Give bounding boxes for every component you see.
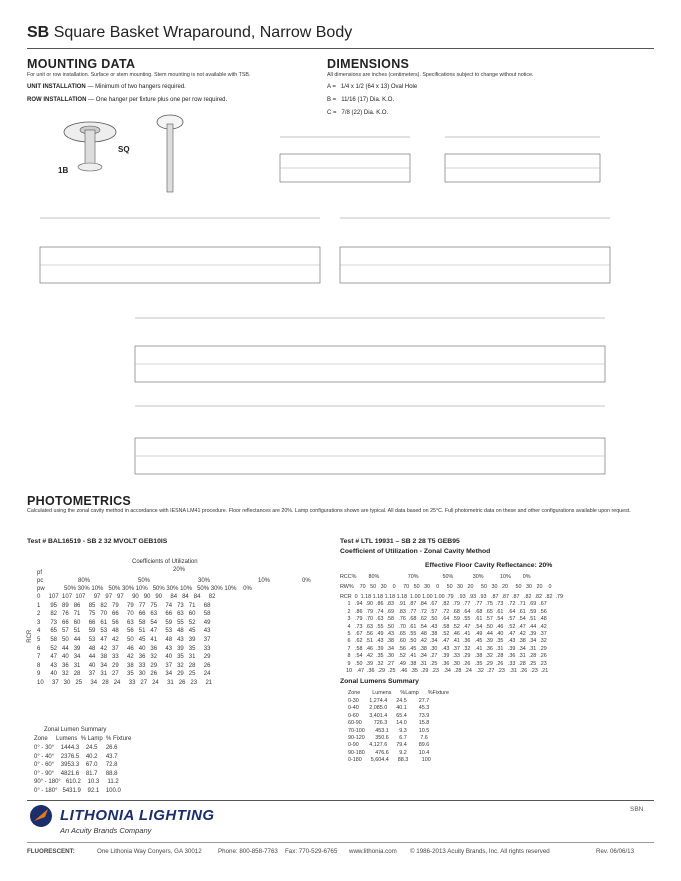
table-row: 0° - 180° 5431.9 92.1 100.0 <box>34 787 121 794</box>
fig-label-sq: SQ <box>118 145 130 154</box>
test2-eff: Effective Floor Cavity Reflectance: 20% <box>425 562 553 569</box>
table-row: 2 82 76 71 75 70 66 70 66 63 66 63 60 58 <box>37 611 211 618</box>
row-installation <box>27 97 227 103</box>
dim-row-a <box>327 84 417 90</box>
brand-name: LITHONIA LIGHTING <box>60 807 215 824</box>
table-row: 5 .67 .56 .49 .43 .65 .55 .48 .38 .52 .46 .41 .49 .44 .40 .47 .42 .39 .37 <box>340 631 547 638</box>
test1-rcr-label: RCR <box>27 629 34 643</box>
table-row: 9 .50 .39 .32 .27 .49 .38 .31 .25 .36 .30 .26 .35 .29 .26 .33 .28 .25 .23 <box>340 660 547 667</box>
table-row: 1 95 89 86 85 82 79 79 77 75 74 73 71 68 <box>37 602 211 609</box>
dimension-drawing-5 <box>130 312 610 392</box>
test1-title: Test # BAL16519 - SB 2 32 MVOLT GEB10IS <box>27 538 168 545</box>
product-code: SB <box>27 24 50 41</box>
table-row: 7 47 40 34 44 38 33 42 36 32 40 35 31 29 <box>37 654 211 661</box>
dim-value: 1/4 x 1/2 (64 x 13) Oval Hole <box>340 84 418 90</box>
table-row: 0-180 5,604.4 88.3 100 <box>348 757 431 764</box>
dimension-drawing-4 <box>335 212 615 297</box>
table-row: 0-40 2,085.0 40.1 45.3 <box>348 705 430 712</box>
fig-label-1b: 1B <box>58 166 69 175</box>
table-row: 90-120 350.6 6.7 7.6 <box>348 735 428 742</box>
dim-row-b <box>327 97 394 103</box>
test1-pc-10: 10% <box>258 578 271 584</box>
footer-rev: Rev. 06/06/13 <box>596 848 635 855</box>
unit-installation <box>27 84 186 90</box>
dim-key: C = <box>327 110 337 116</box>
table-row: 4 .73 .63 .55 .50 .70 .61 .54 .43 .58 .52 .47 .54 .50 .46 .52 .47 .44 .42 <box>340 623 547 630</box>
dimension-drawing-2 <box>435 132 610 197</box>
table-row: 2 .86 .79 .74 .69 .83 .77 .72 .57 .72 .68 .64 .68 .65 .61 .64 .61 .59 .56 <box>340 608 547 615</box>
brand-tagline: An Acuity Brands Company <box>60 826 152 835</box>
dim-value: 7/8 (22) Dia. K.O. <box>341 110 389 116</box>
dim-value: 11/16 (17) Dia. K.O. <box>341 97 395 103</box>
dimension-drawing-6 <box>130 400 610 485</box>
unit-text: — Minimum of two hangers required. <box>85 84 186 90</box>
test1-pc-0: 0% <box>302 578 311 584</box>
table-row: 8 43 36 31 40 34 29 38 33 29 37 32 28 26 <box>37 662 211 669</box>
test2-title: Test # LTL 19931 – SB 2 28 T5 GEB95 <box>340 538 460 545</box>
test2-rcc-line: RCC% 80% 70% 50% 30% 10% 0% <box>340 574 531 580</box>
header-rule <box>27 48 654 49</box>
test1-pc-80: 80% <box>78 578 91 584</box>
table-row: 3 .79 .70 .63 .58 .76 .68 .62 .50 .64 .59 .55 .61 .57 .54 .57 .54 .51 .48 <box>340 616 547 623</box>
test1-pf: pf <box>37 570 43 576</box>
table-row: 4 65 57 51 59 53 48 56 51 47 53 48 45 43 <box>37 628 211 635</box>
page-code: SBN <box>630 806 644 813</box>
table-row: 6 52 44 39 48 42 37 46 40 36 43 39 35 33 <box>37 645 211 652</box>
footer-copyright: © 1986-2013 Acuity Brands, Inc. All rights reserved <box>410 848 550 855</box>
test2-cu-table <box>340 594 563 675</box>
row-label: ROW INSTALLATION <box>27 97 87 103</box>
table-row: 0-60 3,401.4 65.4 73.9 <box>348 712 430 719</box>
table-row: 1 .94 .90 .86 .83 .91 .87 .84 .67 .82 .79 .77 .77 .75 .73 .72 .71 .69 .67 <box>340 601 547 608</box>
table-row: 0-90 4,127.6 79.4 89.6 <box>348 742 430 749</box>
table-row: 0° - 30° 1444.3 24.5 26.6 <box>34 745 118 751</box>
dim-key: A = <box>327 84 336 90</box>
dim-key: B = <box>327 97 337 103</box>
table-row: 7 .58 .46 .39 .34 .56 .45 .38 .30 .43 .37 .32 .41 .36 .31 .39 .34 .31 .29 <box>340 645 547 652</box>
footer-fax: Fax: 770-529-6765 <box>285 848 338 855</box>
table-row: 0° - 40° 2376.5 40.2 43.7 <box>34 753 118 760</box>
test2-rw-line: RW% 70 50 30 0 70 50 30 0 50 30 20 50 30 20 50 30 20 0 <box>340 584 552 590</box>
dim-row-c <box>327 110 388 116</box>
table-row: 90° - 180° 610.2 10.3 11.2 <box>34 779 119 786</box>
table-row: 0° - 90° 4821.6 81.7 88.8 <box>34 770 118 777</box>
table-row: 5 58 50 44 53 47 42 50 45 41 48 43 39 37 <box>37 636 211 643</box>
test1-pc-30: 30% <box>198 578 211 584</box>
test1-pw: pw <box>37 586 45 592</box>
mounting-note: For unit or row installation. Surface or stem mounting. Stem mounting is not available with TSB. <box>27 72 251 78</box>
test1-zonal-table <box>34 744 121 796</box>
unit-label: UNIT INSTALLATION <box>27 84 86 90</box>
test2-cu-title: Coefficient of Utilization - Zonal Cavity Method <box>340 548 491 555</box>
footer-category: FLUORESCENT: <box>27 848 75 855</box>
table-row: 0° - 60° 3953.3 67.0 72.8 <box>34 762 118 769</box>
product-title: Square Basket Wraparound, Narrow Body <box>53 24 353 41</box>
table-row: 90-180 476.6 9.2 10.4 <box>348 749 430 756</box>
test1-pc-50: 50% <box>138 578 151 584</box>
footer-web[interactable]: www.lithonia.com <box>349 848 397 855</box>
page-title <box>27 24 352 42</box>
table-row: RCR 0 1.18 1.18 1.18 1.18 1.00 1.00 1.00 .79 .93 .93 .93 .87 .87 .87 .82 .82 .82 .79 <box>340 594 563 600</box>
test1-zonal-title: Zonal Lumen Summary <box>44 727 107 733</box>
table-row: 3 73 66 60 66 61 56 63 58 54 59 55 52 49 <box>37 619 211 626</box>
table-row: 9 40 32 28 37 31 27 35 30 26 34 29 25 24 <box>37 671 211 678</box>
row-text: — One hanger per fixture plus one per row required. <box>86 97 228 103</box>
test1-zonal-header: Zone Lumens % Lamp % Fixture <box>34 736 132 742</box>
dimensions-heading: DIMENSIONS <box>327 57 410 71</box>
mounting-heading: MOUNTING DATA <box>27 57 136 71</box>
hanger-illustration <box>30 112 230 202</box>
test1-pc: pc <box>37 578 44 584</box>
table-row: 10 37 30 25 34 28 24 33 27 24 31 26 23 21 <box>37 679 213 686</box>
test2-zonal-table <box>348 698 431 765</box>
test1-pf-line: 20% <box>173 567 186 573</box>
photometrics-heading: PHOTOMETRICS <box>27 494 132 508</box>
test2-zonal-title: Zonal Lumens Summary <box>340 678 419 685</box>
dimensions-note: All dimensions are inches (centimeters). Specifications subject to change without notice. <box>327 72 534 78</box>
brand-rule <box>27 800 654 801</box>
dimension-drawing-3 <box>35 212 325 297</box>
canopy-1b-figure <box>64 122 116 171</box>
dimension-drawing-1 <box>270 132 420 197</box>
test1-cu-title: Coefficients of Utilization <box>132 559 198 565</box>
test1-pw-values: 50% 30% 10% 50% 30% 10% 50% 30% 10% 50% 30% 10% 0% <box>64 586 252 592</box>
table-row: 60-90 726.3 14.0 15.8 <box>348 720 430 727</box>
footer-phone: Phone: 800-858-7763 <box>218 848 278 855</box>
table-row: 8 .54 .42 .35 .30 .52 .41 .34 .27 .39 .33 .29 .38 .32 .28 .36 .31 .28 .26 <box>340 653 547 660</box>
stem-sq-figure <box>157 115 183 192</box>
table-row: 6 .62 .51 .43 .38 .60 .50 .42 .34 .47 .41 .36 .45 .39 .35 .43 .38 .34 .32 <box>340 638 547 645</box>
table-row: 0 107 107 107 97 97 97 90 90 90 84 84 84 82 <box>37 594 216 600</box>
table-row: 0-30 1,274.4 24.5 27.7 <box>348 698 430 704</box>
test2-zonal-header: Zone Lumens %Lamp %Fixture <box>348 690 449 696</box>
table-row: 70-100 453.1 9.3 10.5 <box>348 727 430 734</box>
photometrics-note: Calculated using the zonal cavity method in accordance with IESNA LM41 procedure. Floor reflectances are 20%. Lamp configurations shown are typical. All data based on 25°C. Full photometric data on these and other configurations available upon request. <box>27 508 631 514</box>
footer-rule <box>27 842 654 843</box>
lithonia-logo-icon <box>28 803 58 829</box>
footer-address: One Lithonia Way Conyers, GA 30012 <box>97 848 202 855</box>
test1-cu-table <box>37 593 215 688</box>
table-row: 10 .47 .36 .29 .25 .46 .35 .29 .23 .34 .28 .24 .32 .27 .23 .31 .26 .23 .21 <box>340 668 549 675</box>
